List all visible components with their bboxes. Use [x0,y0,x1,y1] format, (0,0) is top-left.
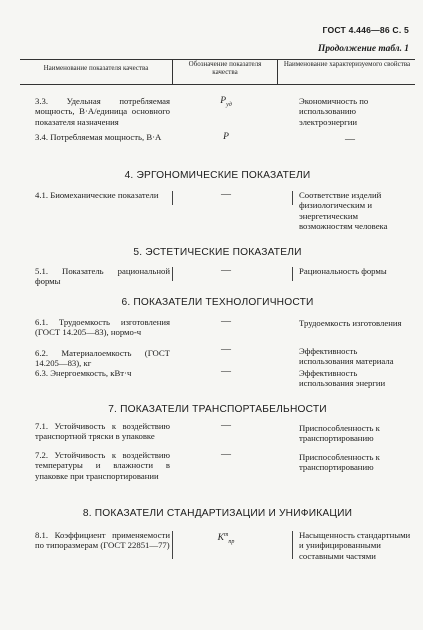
row-3-4-symbol: P [223,132,229,142]
section-5-title: 5. ЭСТЕТИЧЕСКИЕ ПОКАЗАТЕЛИ [133,247,302,258]
row-5-1-name: 5.1. Показатель рациональной формы [35,266,170,287]
row-6-1-name: 6.1. Трудоемкость изготовления (ГОСТ 14.205—83), нормо-ч [35,317,170,338]
row-5-1-symbol: — [221,265,231,276]
row-8-1-bar-right [292,531,293,559]
row-4-1-symbol: — [221,189,231,200]
col-header-property: Наименование характеризуемого свойства [283,60,411,68]
section-8-title: 8. ПОКАЗАТЕЛИ СТАНДАРТИЗАЦИИ И УНИФИКАЦИИ [82,508,353,519]
row-7-1-symbol: — [221,420,231,431]
row-8-1-bar-left [172,531,173,559]
row-4-1-name: 4.1. Биомеханические показатели [35,190,159,200]
row-6-1-property: Трудоемкость изготовления [299,318,402,328]
row-7-2-property: Приспособленность к транспортированию [299,452,380,473]
row-7-2-symbol: — [221,449,231,460]
head-divider-1 [172,59,173,84]
row-8-1-symbol: $K^т_{пр}$ [217,532,235,546]
table-continuation-label: Продолжение табл. 1 [318,44,409,54]
row-8-1-property: Насыщенность стандартными и унифицированными составными частями [299,530,411,561]
row-5-1-bar-left [172,267,173,281]
row-3-4-property: — [345,134,355,145]
row-6-2-property: Эффективность использования материала [299,346,394,367]
row-6-3-symbol: — [221,366,231,377]
row-4-1-property: Соответствие изделий физиологическим и энергетическим возможностям человека [299,190,388,232]
section-7-title: 7. ПОКАЗАТЕЛИ ТРАНСПОРТАБЕЛЬНОСТИ [108,404,327,415]
row-6-2-name: 6.2. Материалоемкость (ГОСТ 14.205—83), кг [35,348,170,369]
row-3-3-name: 3.3. Удельная потребляемая мощность, В·А/единица основного показателя назначения [35,96,170,127]
row-8-1-name: 8.1. Коэффициент применяемости по типоразмерам (ГОСТ 22851—77) [35,530,170,551]
section-4-title: 4. ЭРГОНОМИЧЕСКИЕ ПОКАЗАТЕЛИ [124,170,311,181]
row-6-3-property: Эффективность использования энергии [299,368,386,389]
row-7-1-property: Приспособленность к транспортированию [299,423,380,444]
row-7-1-name: 7.1. Устойчивость к воздействию транспортной тряски в упаковке [35,421,170,442]
row-6-1-symbol: — [221,316,231,327]
table-head-rule [20,84,415,85]
row-3-4-name: 3.4. Потребляемая мощность, В·А [35,132,162,142]
row-5-1-bar-right [292,267,293,281]
section-6-title: 6. ПОКАЗАТЕЛИ ТЕХНОЛОГИЧНОСТИ [121,297,314,308]
row-4-1-bar-right [292,191,293,205]
row-5-1-property: Рациональность формы [299,266,387,276]
row-6-2-symbol: — [221,344,231,355]
col-header-name: Наименование показателя качества [43,64,149,72]
row-3-3-property: Экономичность по использованию электроэнергии [299,96,369,127]
row-7-2-name: 7.2. Устойчивость к воздействию температуры и влажности в упаковке при транспортировании [35,450,170,481]
row-3-3-symbol: $P_{уд}$ [220,96,232,108]
col-header-symbol: Обозначение показателя качества [188,60,262,76]
page-header: ГОСТ 4.446—86 С. 5 [322,25,409,35]
row-6-3-name: 6.3. Энергоемкость, кВт·ч [35,368,132,378]
head-divider-2 [277,59,278,84]
row-4-1-bar-left [172,191,173,205]
